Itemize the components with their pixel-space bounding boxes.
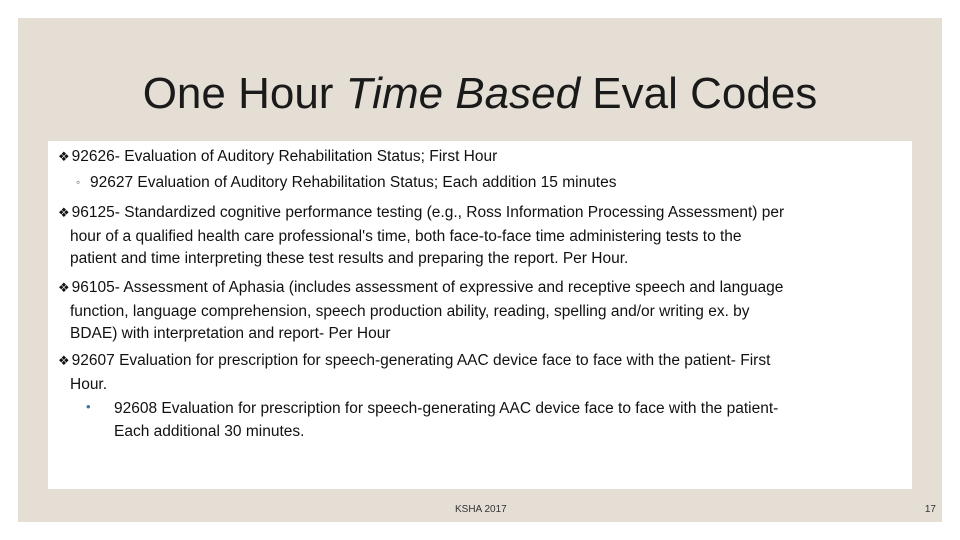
diamond-star-bullet-icon: ❖ xyxy=(58,354,70,369)
content-box xyxy=(48,141,912,489)
bullet-item-92607 xyxy=(58,350,908,396)
small-circle-bullet-icon: ◦ xyxy=(76,175,81,189)
diamond-star-bullet-icon: ❖ xyxy=(58,281,70,296)
title-text-start: One Hour xyxy=(142,69,346,118)
bullet-line xyxy=(58,146,908,170)
diamond-star-bullet-icon: ❖ xyxy=(58,150,70,165)
bullet-line xyxy=(58,202,908,226)
sub-bullet-text: 92608 Evaluation for prescription for speech-generating AAC device face to face with the patient- xyxy=(114,400,779,417)
title-text-italic: Time Based xyxy=(345,69,581,118)
bullet-text-continued: function, language comprehension, speech production ability, reading, spelling and/or writing ex. by xyxy=(70,302,750,320)
dot-bullet-icon: • xyxy=(86,399,91,414)
bullet-item-96105 xyxy=(58,277,908,346)
slide-footer: KSHA 2017 xyxy=(455,504,507,515)
bullet-item-96125 xyxy=(58,202,908,271)
sub-bullet-92627: 92627 Evaluation of Auditory Rehabilitation Status; Each addition 15 minutes xyxy=(90,174,617,191)
bullet-text: 92626- Evaluation of Auditory Rehabilitation Status; First Hour xyxy=(71,148,498,165)
bullet-line xyxy=(58,277,908,301)
diamond-star-bullet-icon: ❖ xyxy=(58,206,70,221)
bullet-text-continued: hour of a qualified health care professional's time, both face-to-face time administering tests to the xyxy=(70,227,742,245)
sub-bullet-92608 xyxy=(114,398,778,443)
slide-title xyxy=(0,66,960,122)
bullet-item-92626 xyxy=(58,146,908,170)
sub-bullet-text-continued: Each additional 30 minutes. xyxy=(114,422,305,440)
bullet-text: 96125- Standardized cognitive performance testing (e.g., Ross Information Processing Assessment) per xyxy=(71,204,785,221)
bullet-text-continued: BDAE) with interpretation and report- Per Hour xyxy=(70,325,391,342)
bullet-text-continued: patient and time interpreting these test results and preparing the report. Per Hour. xyxy=(70,250,629,267)
page-number: 17 xyxy=(924,504,936,515)
bullet-text-continued: Hour. xyxy=(70,375,108,393)
bullet-text: 96105- Assessment of Aphasia (includes assessment of expressive and receptive speech and language xyxy=(71,279,784,296)
bullet-text: 92607 Evaluation for prescription for speech-generating AAC device face to face with the patient- First xyxy=(71,352,771,369)
bullet-line xyxy=(58,350,908,374)
title-text-end: Eval Codes xyxy=(580,69,818,118)
